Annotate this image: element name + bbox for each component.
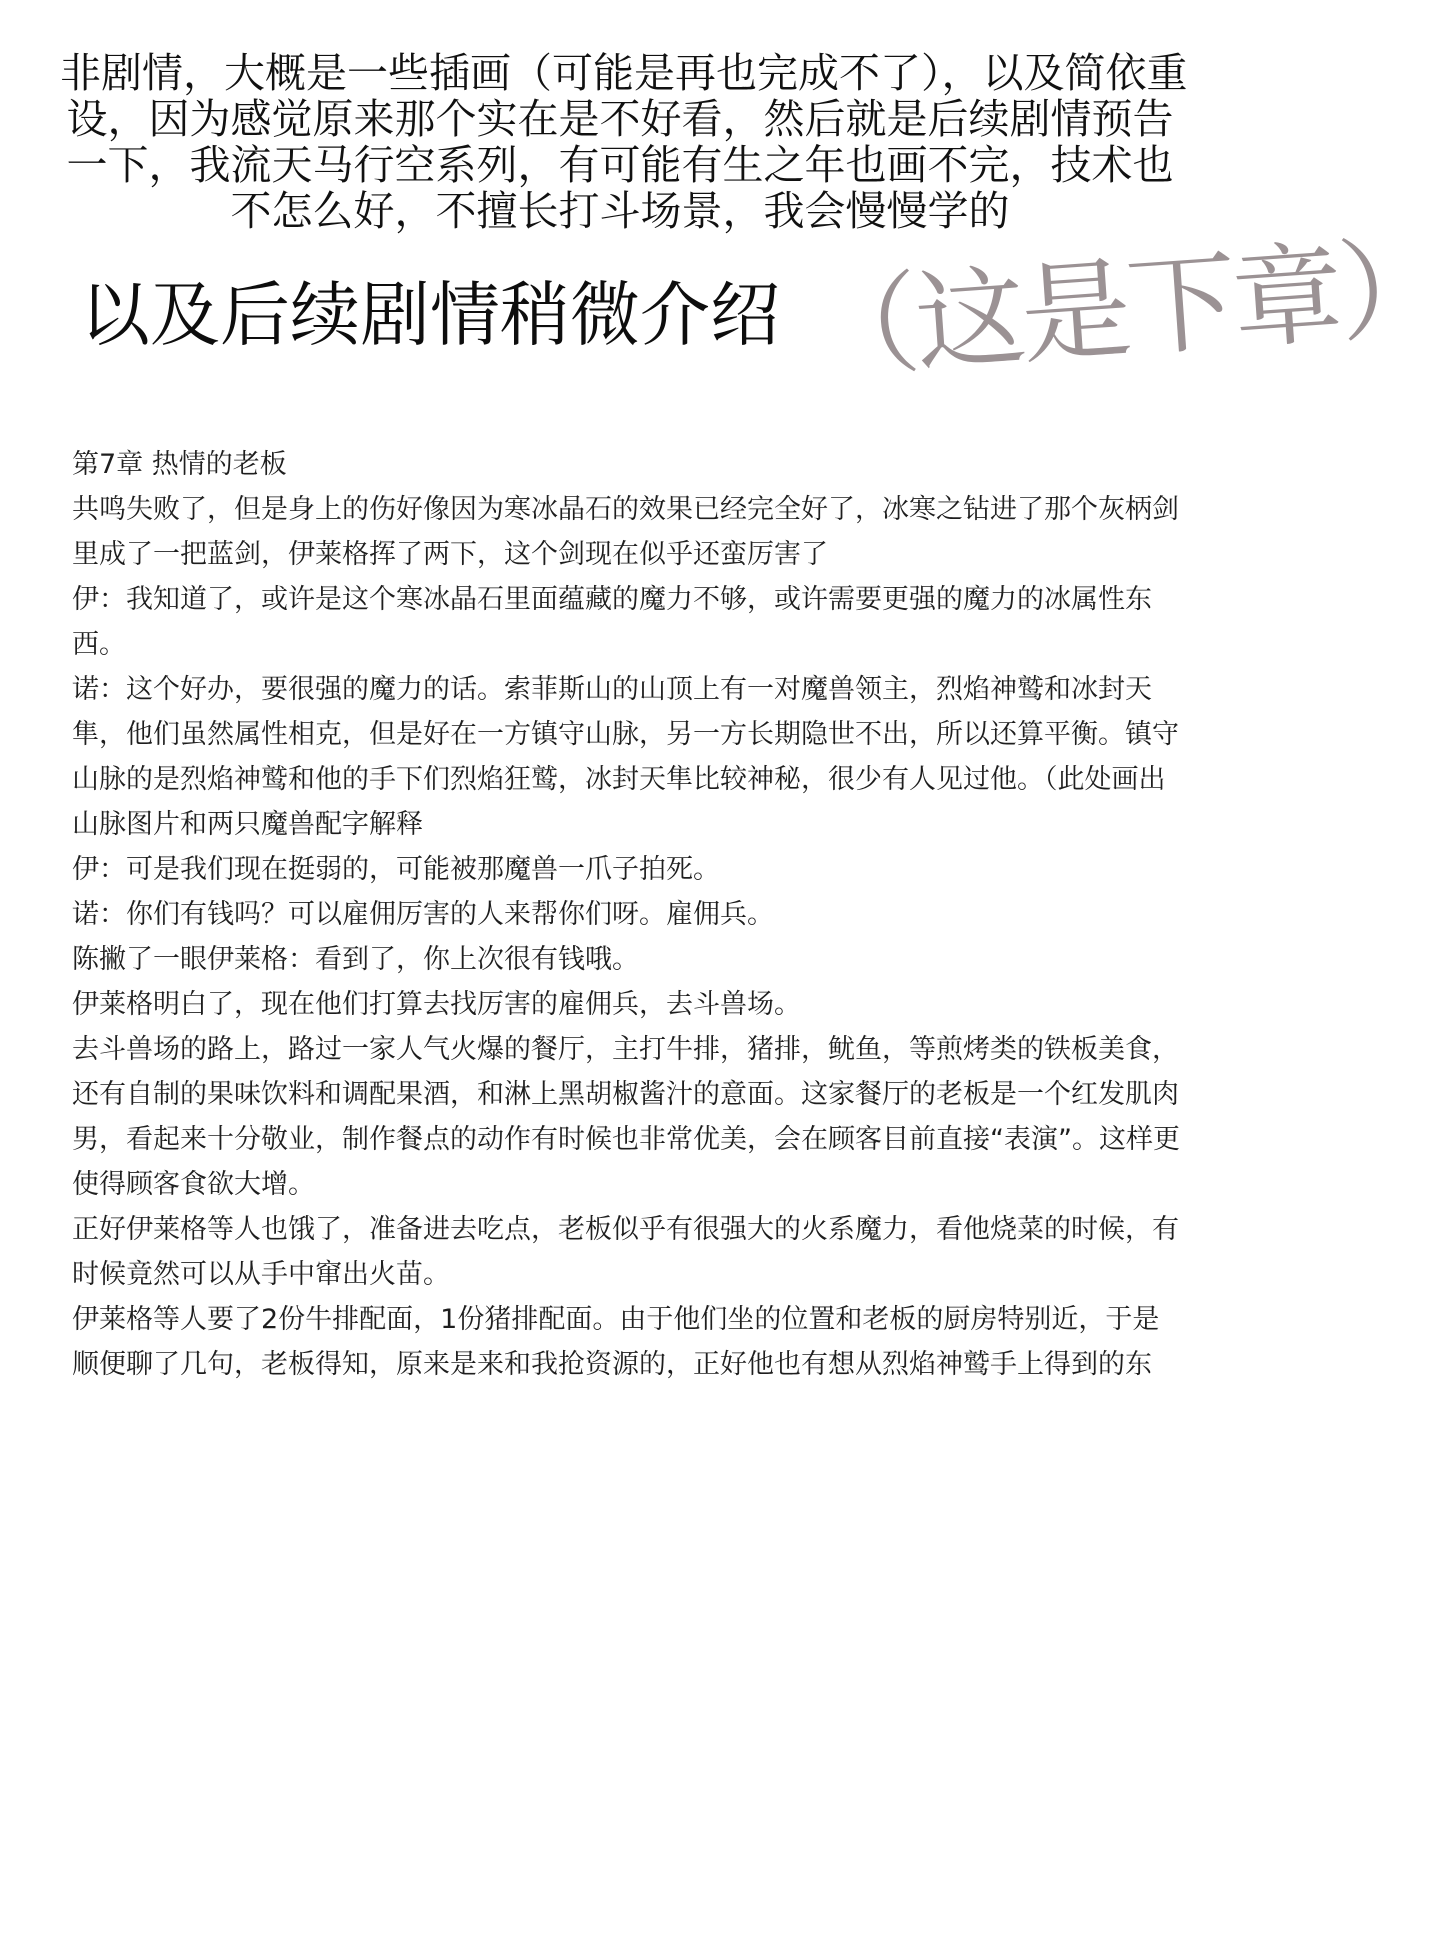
paragraph: 伊莱格明白了，现在他们打算去找厉害的雇佣兵，去斗兽场。 — [72, 989, 801, 1020]
paragraph: 正好伊莱格等人也饿了，准备进去吃点，老板似乎有很强大的火系魔力，看他烧菜的时候，有时候竟然可以从手中窜出火苗。 — [72, 1214, 1179, 1290]
intro-line: 设，因为感觉原来那个实在是不好看，然后就是后续剧情预告 — [66, 95, 1174, 143]
chapter-body — [72, 442, 1182, 1387]
intro-line: 不怎么好，不擅长打斗场景，我会慢慢学的 — [230, 187, 1010, 235]
stamp-text: （这是下章） — [805, 222, 1449, 395]
paragraph: 诺：这个好办，要很强的魔力的话。索菲斯山的山顶上有一对魔兽领主，烈焰神鹫和冰封天隼，他们虽然属性相克，但是好在一方镇守山脉，另一方长期隐世不出，所以还算平衡。镇守山脉的是烈焰神鹫和他的手下们烈焰狂鹫，冰封天隼比较神秘，很少有人见过他。（此处画出山脉图片和两只魔兽配字解释 — [72, 674, 1179, 840]
intro-note — [60, 49, 1188, 235]
paragraph: 诺：你们有钱吗？可以雇佣厉害的人来帮你们呀。雇佣兵。 — [72, 899, 774, 930]
paragraph: 去斗兽场的路上，路过一家人气火爆的餐厅，主打牛排，猪排，鱿鱼，等煎烤类的铁板美食，还有自制的果味饮料和调配果酒，和淋上黑胡椒酱汁的意面。这家餐厅的老板是一个红发肌肉男，看起来十分敬业，制作餐点的动作有时候也非常优美，会在顾客目前直接“表演”。这样更使得顾客食欲大增。 — [72, 1034, 1180, 1200]
paragraph: 陈撇了一眼伊莱格：看到了，你上次很有钱哦。 — [72, 944, 639, 975]
section-heading: 以及后续剧情稍微介绍 — [80, 274, 780, 356]
intro-line: 非剧情，大概是一些插画（可能是再也完成不了），以及简依重 — [60, 49, 1188, 97]
chapter-title: 第7章 热情的老板 — [72, 449, 287, 480]
paragraph: 共鸣失败了，但是身上的伤好像因为寒冰晶石的效果已经完全好了，冰寒之钻进了那个灰柄剑里成了一把蓝剑，伊莱格挥了两下，这个剑现在似乎还蛮厉害了 — [72, 494, 1179, 570]
handwritten-stamp — [805, 220, 1449, 430]
intro-line: 一下，我流天马行空系列，有可能有生之年也画不完，技术也 — [66, 141, 1174, 189]
paragraph: 伊莱格等人要了2份牛排配面，1份猪排配面。由于他们坐的位置和老板的厨房特别近，于是顺便聊了几句，老板得知，原来是来和我抢资源的，正好他也有想从烈焰神鹫手上得到的东 — [72, 1304, 1160, 1380]
paragraph: 伊：我知道了，或许是这个寒冰晶石里面蕴藏的魔力不够，或许需要更强的魔力的冰属性东西。 — [72, 584, 1152, 660]
paragraph: 伊：可是我们现在挺弱的，可能被那魔兽一爪子拍死。 — [72, 854, 720, 885]
